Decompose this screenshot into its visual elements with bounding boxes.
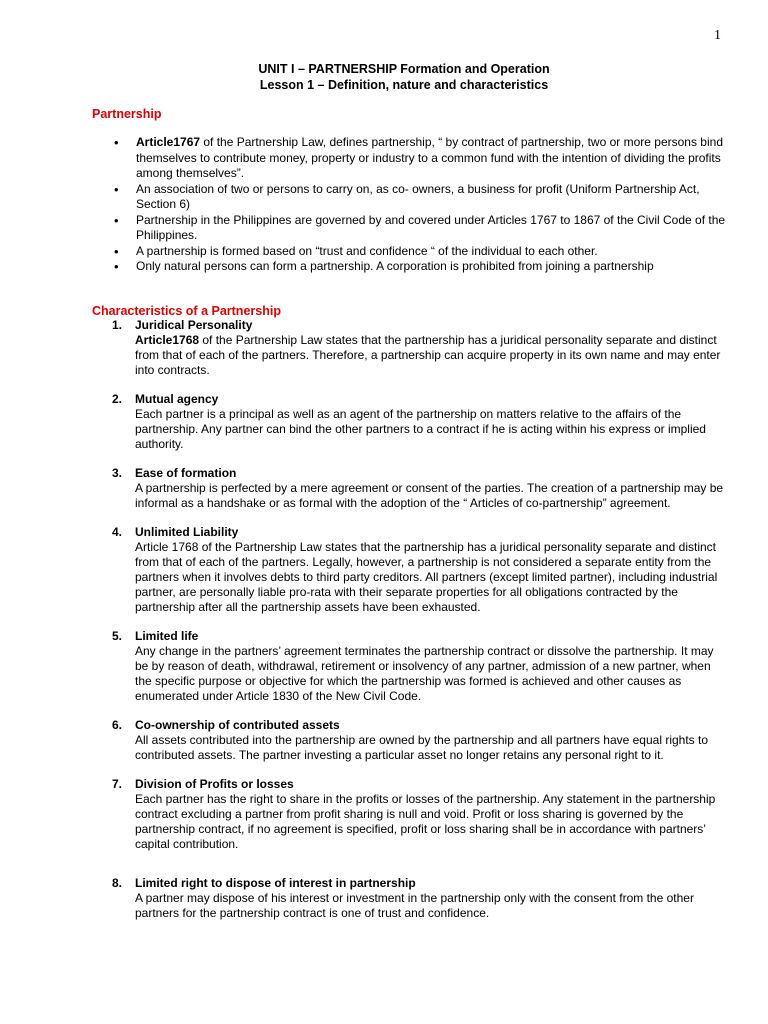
characteristic-item [112, 777, 724, 852]
item-heading: Co-ownership of contributed assets [135, 718, 340, 732]
characteristic-item [112, 466, 724, 511]
item-text: of the Partnership Law states that the partnership has a juridical personality separate and distinct from that of each of the partners. Therefore, a partnership can acquire property in its own name and may enter into contracts. [135, 333, 721, 377]
bullet-text: An association of two or persons to carry on, as co- owners, a business for profit (Uniform Partnership Act, Section 6) [136, 181, 700, 211]
item-text: Each partner has the right to share in the profits or losses of the partnership. Any statement in the partnership contract excluding a partner from profit sharing is null and void. Profit or loss sharing is governed by the partnership contract, if no agreement is specified, profit or loss sharing shall be in accordance with partners’ capital contribution. [135, 792, 716, 851]
bullet-text: of the Partnership Law, defines partnership, “ by contract of partnership, two or more persons bind themselves to contribute money, property or industry to a common fund with the intention of dividing the profits among themselves”. [136, 135, 723, 180]
item-number: 7. [112, 777, 123, 791]
bullet-item [114, 135, 729, 182]
item-text: Each partner is a principal as well as an agent of the partnership on matters relative to the affairs of the partnership. Any partner can bind the other partners to a contract if he is acting within his express or implied authority. [135, 407, 706, 451]
bullet-text: Only natural persons can form a partnership. A corporation is prohibited from joining a partnership [136, 259, 654, 273]
item-lead: Article1768 [135, 333, 200, 347]
characteristic-item [112, 525, 724, 615]
item-number: 8. [112, 876, 123, 890]
item-heading: Ease of formation [135, 466, 237, 480]
bullet-item [114, 182, 729, 213]
title-line-1: UNIT I – PARTNERSHIP Formation and Operation [258, 62, 550, 76]
item-text: Any change in the partners’ agreement terminates the partnership contract or dissolve the partnership. It may be by reason of death, withdrawal, retirement or insolvency of any partner, admission of a new partner, when the specific purpose or objective for which the partnership was formed is achieved and other causes as enumerated under Article 1830 of the New Civil Code. [135, 644, 714, 703]
item-number: 3. [112, 466, 123, 480]
title-line-2: Lesson 1 – Definition, nature and characteristics [259, 78, 549, 92]
partnership-bullet-list [114, 135, 729, 275]
item-text: All assets contributed into the partnership are owned by the partnership and all partners have equal rights to contributed assets. The partner investing a particular asset no longer retains any personal right to it. [135, 733, 709, 762]
item-heading: Unlimited Liability [135, 525, 239, 539]
item-number: 6. [112, 718, 123, 732]
item-number: 4. [112, 525, 123, 539]
item-heading: Mutual agency [135, 392, 219, 406]
item-text: A partnership is perfected by a mere agreement or consent of the parties. The creation of a partnership may be informal as a handshake or as formal with the adoption of the “ Articles of co-partnership” agreement. [135, 481, 724, 510]
characteristic-item [112, 718, 724, 763]
bullet-lead: Article1767 [136, 135, 201, 149]
characteristic-item [112, 876, 724, 921]
document-title [0, 61, 768, 93]
item-heading: Limited right to dispose of interest in partnership [135, 876, 416, 890]
item-number: 1. [112, 318, 123, 332]
item-text: Article 1768 of the Partnership Law states that the partnership has a juridical personality separate and distinct from that of each of the partners. Legally, however, a partnership is not considered a separate entity from the partners when it involves debts to third party creditors. All partners (except limited partner), including industrial partner, are personally liable pro-rata with their separate properties for all obligations contracted by the partnership after all the partnership assets have been exhausted. [135, 540, 718, 614]
item-heading: Juridical Personality [135, 318, 253, 332]
characteristics-list [112, 318, 724, 935]
bullet-text: Partnership in the Philippines are governed by and covered under Articles 1767 to 1867 of the Civil Code of the Philippines. [136, 212, 726, 242]
bullet-text: A partnership is formed based on “trust and confidence “ of the individual to each other. [136, 243, 598, 258]
characteristic-item [112, 629, 724, 704]
item-number: 2. [112, 392, 123, 406]
characteristic-item [112, 318, 724, 378]
item-body [135, 333, 724, 378]
item-heading: Limited life [135, 629, 199, 643]
item-heading: Division of Profits or losses [135, 777, 294, 791]
page-number: 1 [714, 28, 721, 43]
section-heading-characteristics: Characteristics of a Partnership [92, 304, 281, 318]
section-heading-partnership: Partnership [92, 107, 162, 121]
characteristic-item [112, 392, 724, 452]
bullet-item [114, 213, 729, 244]
item-text: A partner may dispose of his interest or investment in the partnership only with the consent from the other partners for the partnership contract is one of trust and confidence. [135, 891, 694, 920]
bullet-item [114, 244, 729, 260]
bullet-item [114, 259, 729, 275]
item-number: 5. [112, 629, 123, 643]
